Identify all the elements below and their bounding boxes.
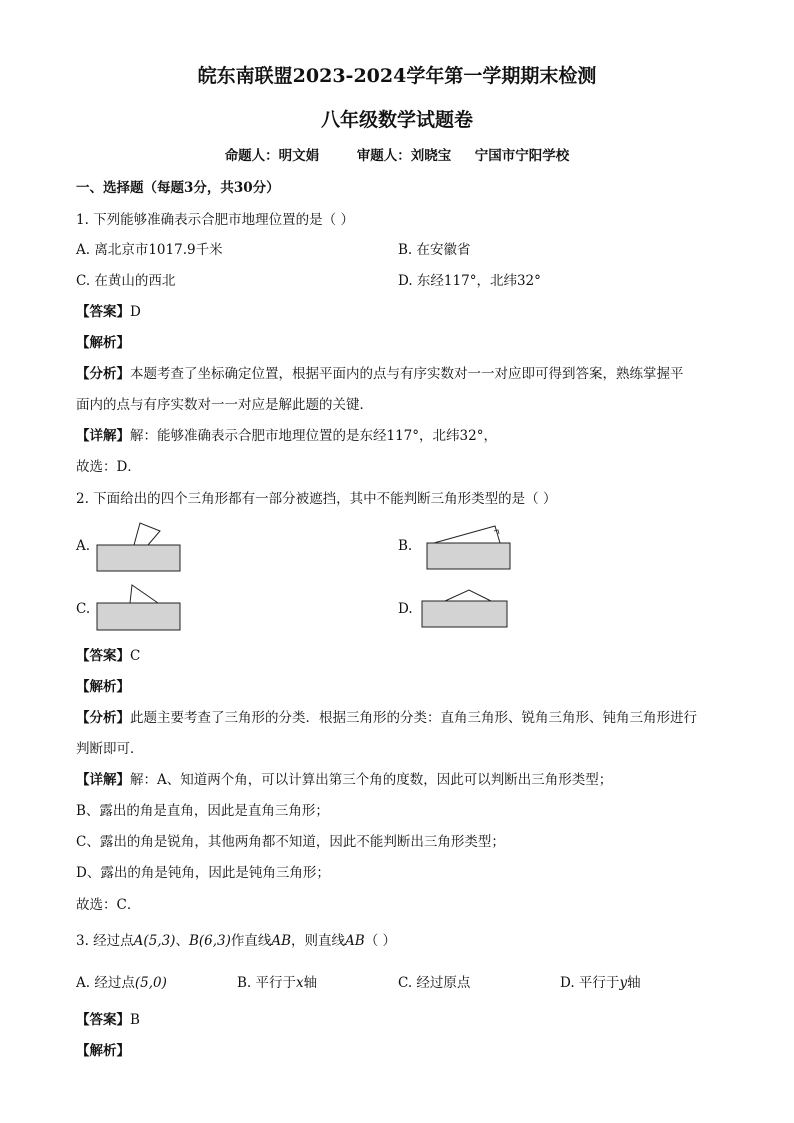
q2-fenxi-line2: 判断即可． — [76, 741, 144, 757]
detail-text: 解：A、知道两个角，可以计算出第三个角的度数，因此可以判断出三角形类型； — [130, 772, 613, 788]
q2-detail-d: D、露出的角是钝角，因此是钝角三角形； — [76, 865, 330, 881]
q1-answer — [76, 303, 141, 321]
q2-detail — [76, 771, 612, 789]
q3-mid2: ，则直线 — [291, 933, 346, 949]
q3-tail: （ ） — [364, 933, 397, 949]
detail-label: 【详解】 — [76, 428, 130, 444]
q2-figure-c — [96, 582, 186, 634]
q3-line-ab-2: AB — [345, 933, 365, 949]
answer-value: D — [130, 304, 141, 320]
q2-answer — [76, 647, 140, 665]
q3-mid: 作直线 — [230, 933, 272, 949]
authors-line: 命题人：明文娟 审题人：刘晓宝 宁国市宁阳学校 — [224, 148, 570, 164]
q1-conclusion: 故选：D． — [76, 459, 141, 475]
q3-analysis-label: 【解析】 — [76, 1043, 130, 1059]
q1-option-a: A. 离北京市1017.9千米 — [76, 242, 223, 258]
q1-analysis-label: 【解析】 — [76, 335, 130, 351]
q2-detail-c: C、露出的角是锐角，其他两角都不知道，因此不能判断出三角形类型； — [76, 834, 505, 850]
answer-label: 【答案】 — [76, 1012, 130, 1028]
question-3-stem — [76, 932, 396, 950]
q3-option-a: A. 经过点(5,0) — [76, 975, 167, 991]
q2-analysis-label: 【解析】 — [76, 679, 130, 695]
q3-option-d: D. 平行于y轴 — [560, 975, 641, 991]
answer-label: 【答案】 — [76, 648, 130, 664]
page-title: 皖东南联盟2023-2024学年第一学期期末检测 — [197, 65, 597, 87]
q2-option-a: A. — [76, 538, 91, 554]
question-2-stem: 2. 下面给出的四个三角形都有一部分被遮挡，其中不能判断三角形类型的是（ ） — [76, 491, 557, 507]
detail-label: 【详解】 — [76, 772, 130, 788]
q3-line-ab-1: AB — [271, 933, 292, 949]
q2-option-c: C. — [76, 601, 91, 617]
page-subtitle: 八年级数学试题卷 — [320, 109, 473, 131]
q3-stem-prefix: 3. 经过点 — [76, 933, 134, 949]
fenxi-label: 【分析】 — [76, 366, 130, 382]
q2-detail-b: B、露出的角是直角，因此是直角三角形； — [76, 803, 329, 819]
q3-sep: 、 — [175, 933, 189, 949]
detail-text: 解：能够准确表示合肥市地理位置的是东经117°，北纬32°， — [130, 428, 497, 444]
q3-option-c: C. 经过原点 — [398, 975, 471, 991]
fenxi-text: 本题考查了坐标确定位置，根据平面内的点与有序实数对一一对应即可得到答案，熟练掌握平 — [130, 366, 684, 382]
q1-option-c: C. 在黄山的西北 — [76, 273, 176, 289]
q1-fenxi-line1 — [76, 365, 684, 383]
answer-value: B — [130, 1012, 140, 1028]
q2-fenxi-line1 — [76, 709, 697, 727]
fenxi-label: 【分析】 — [76, 710, 130, 726]
answer-value: C — [130, 648, 141, 664]
q2-option-b: B. — [398, 538, 413, 554]
q3-option-b: B. 平行于x轴 — [237, 975, 318, 991]
q3-point-a: A(5,3) — [133, 933, 176, 949]
q1-option-d: D. 东经117°，北纬32° — [398, 273, 541, 289]
q1-fenxi-line2: 面内的点与有序实数对一一对应是解此题的关键． — [76, 397, 373, 413]
q2-figure-d — [421, 585, 513, 631]
answer-label: 【答案】 — [76, 304, 130, 320]
fenxi-text: 此题主要考查了三角形的分类．根据三角形的分类：直角三角形、锐角三角形、钝角三角形进行 — [130, 710, 697, 726]
question-1-stem: 1. 下列能够准确表示合肥市地理位置的是（ ） — [76, 212, 354, 228]
q2-figure-b — [425, 520, 515, 574]
section-heading: 一、选择题（每题3分，共30分） — [76, 180, 280, 196]
q2-option-d: D. — [398, 601, 413, 617]
q3-answer — [76, 1011, 140, 1029]
q2-figure-a — [96, 518, 186, 574]
q1-detail — [76, 427, 497, 445]
q3-point-b: B(6,3) — [188, 933, 231, 949]
q1-option-b: B. 在安徽省 — [398, 242, 471, 258]
q2-conclusion: 故选：C． — [76, 897, 141, 913]
